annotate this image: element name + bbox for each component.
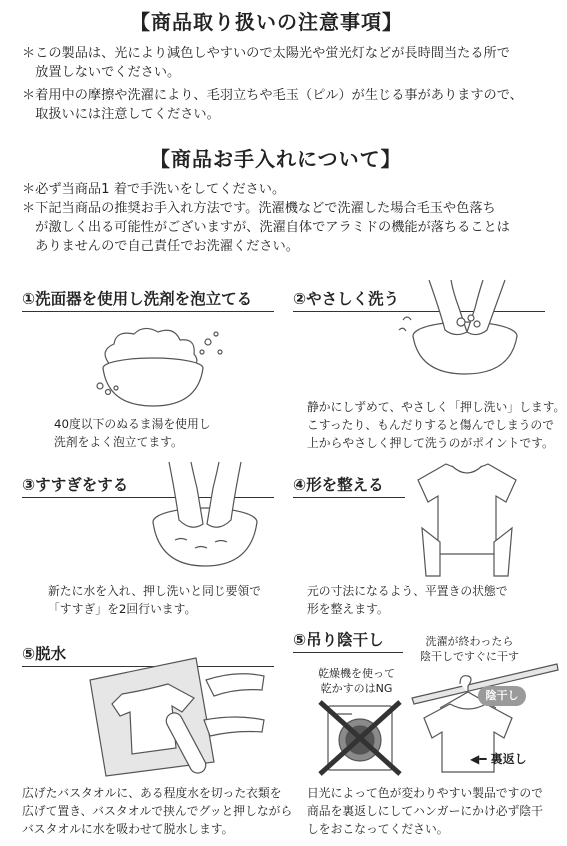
step5-caption: 広げたバスタオルに、ある程度水を切った衣類を 広げて置き、バスタオルで挟んでグッと押しながら バスタオルに水を吸わせて脱水します。 — [22, 786, 293, 836]
step4-caption: 元の寸法になるよう、平置きの状態で 形を整えます。 — [307, 584, 508, 616]
inside-out-label-group — [470, 750, 527, 767]
care-note-1: ＊必ず当商品1 着で手洗いをしてください。 — [22, 182, 286, 197]
step4-title: ④形を整える — [293, 476, 384, 494]
dryer-ng-illustration — [318, 700, 402, 776]
shade-dry-badge: 陰干し — [478, 686, 526, 706]
caution-note-1: ＊この製品は、光により減色しやすいので太陽光や蛍光灯などが長時間当たる所で 放置しないでください。 — [22, 46, 510, 80]
step6-title: ⑤吊り陰干し — [293, 631, 384, 649]
dryer-note: 乾燥機を使って 乾かすのはNG — [318, 667, 395, 695]
step5-title: ⑤脱水 — [22, 645, 67, 663]
step1-caption: 40度以下のぬるま湯を使用し 洗剤をよく泡立てます。 — [54, 417, 211, 449]
step4-rule — [293, 497, 405, 498]
step6-rule — [293, 652, 403, 653]
after-wash-note: 洗濯が終わったら 陰干しですぐに干す — [420, 635, 519, 663]
towel-dewater-illustration — [86, 650, 266, 780]
step2-title: ②やさしく洗う — [293, 290, 400, 308]
arrow-left-icon: ◀━ — [470, 752, 487, 766]
step3-caption: 新たに水を入れ、押し洗いと同じ要領で 「すすぎ」を2回行います。 — [48, 584, 262, 616]
inside-out-label: 裏返し — [490, 752, 527, 766]
step6-caption: 日光によって色が変わりやすい製品ですので 商品を裏返しにしてハンガーにかけ必ず陰干 しをおこなってください。 — [307, 786, 543, 836]
care-title: 【商品お手入れについて】 — [150, 147, 402, 171]
shaping-tshirt-illustration — [412, 458, 522, 578]
care-note-2: ＊下記当商品の推奨お手入れ方法です。洗濯機などで洗濯した場合毛玉や色落ち が激しく出る可能性がございますが、洗濯自体でアラミドの機能が落ちることは ありませんので自己責任でお洗濯ください。 — [22, 201, 510, 254]
step3-title: ③すすぎをする — [22, 476, 129, 494]
step1-rule — [22, 311, 274, 312]
caution-note-2: ＊着用中の摩擦や洗濯により、毛羽立ちや毛玉（ピル）が生じる事がありますので、 取扱いには注意してください。 — [22, 88, 523, 122]
hand-washing-illustration — [395, 278, 535, 378]
step1-title: ①洗面器を使用し洗剤を泡立てる — [22, 290, 253, 308]
foaming-basin-illustration — [90, 322, 240, 412]
step2-caption: 静かにしずめて、やさしく「押し洗い」します。 こすったり、もんだりすると傷んでしまうので 上からやさしく押して洗うのがポイントです。 — [307, 400, 566, 450]
rinsing-illustration — [145, 462, 265, 572]
caution-title: 【商品取り扱いの注意事項】 — [130, 10, 403, 34]
